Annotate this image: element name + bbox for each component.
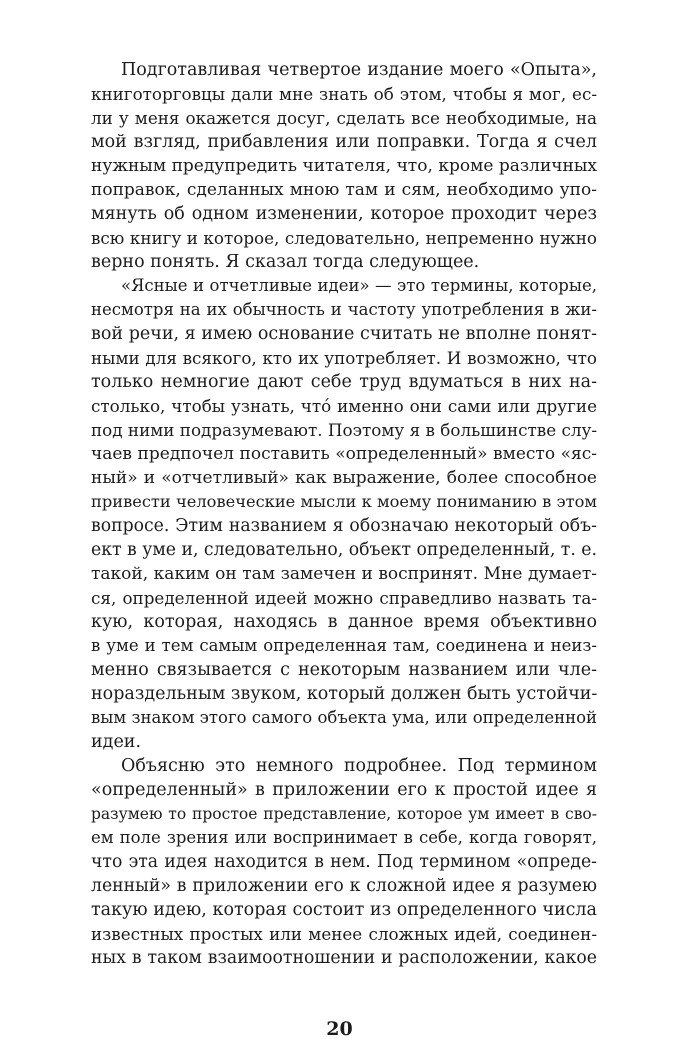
text-line: всю книгу и которое, следовательно, непременно нужно xyxy=(91,228,597,248)
text-line: чаев предпочел поставить «определенный» вместо «яс- xyxy=(91,444,597,464)
text-line: кую, которая, находясь в данное время объективно xyxy=(91,612,597,632)
text-line: менно связывается с некоторым названием или чле- xyxy=(91,660,597,680)
text-line: Объясню это немного подробнее. Под термином xyxy=(121,756,597,776)
text-line: нужным предупредить читателя, что, кроме различных xyxy=(91,156,597,176)
text-line: Подготавливая четвертое издание моего «Опыта», xyxy=(121,60,597,80)
text-line: «Ясные и отчетливые идеи» — это термины, которые, xyxy=(121,276,597,295)
text-line: разумею то простое представление, которое ум имеет в сво- xyxy=(91,805,597,823)
text-line: столько, чтобы узнать, чтó именно они сами или другие xyxy=(91,396,597,416)
text-line: поправок, сделанных мною там и сям, необходимо упо- xyxy=(91,180,597,200)
page-number: 20 xyxy=(326,1018,353,1040)
text-line: известных простых или менее сложных идей, соединен- xyxy=(91,924,597,944)
text-line: «определенный» в приложении его к простой идее я xyxy=(91,780,597,800)
text-line: ект в уме и, следовательно, объект определенный, т. е. xyxy=(91,540,597,560)
text-line: ся, определенной идеей можно справедливо назвать та- xyxy=(91,588,597,608)
text-line: в уме и тем самым определенная там, соединена и неиз- xyxy=(91,636,597,655)
text-line: вым знаком этого самого объекта ума, или определенной xyxy=(91,708,598,727)
text-line: мой взгляд, прибавления или поправки. Тогда я счел xyxy=(91,132,597,152)
text-line: ных в таком взаимоотношении и расположении, какое xyxy=(91,948,597,968)
text-line: ли у меня окажется досуг, сделать все необходимые, на xyxy=(91,108,597,128)
text-line: идеи. xyxy=(91,732,142,752)
text-line: под ними подразумевают. Поэтому я в большинстве слу- xyxy=(91,420,597,440)
text-line: такой, каким он там замечен и воспринят. Мне думает- xyxy=(91,564,597,584)
text-line: мянуть об одном изменении, которое проходит через xyxy=(91,204,597,224)
text-line: нораздельным звуком, который должен быть устойчи- xyxy=(91,684,598,704)
text-line: вой речи, я имею основание считать не вполне понят- xyxy=(91,324,597,344)
text-line: что эта идея находится в нем. Под термином «опреде- xyxy=(91,852,597,872)
text-line: ленный» в приложении его к сложной идее я разумею xyxy=(91,876,597,896)
text-line: вопросе. Этим названием я обозначаю некоторый объ- xyxy=(91,516,597,536)
text-line: ными для всякого, кто их употребляет. И возможно, что xyxy=(91,348,597,368)
text-line: привести человеческие мысли к моему пониманию в этом xyxy=(91,492,597,511)
text-line: несмотря на их обычность и частоту употребления в жи- xyxy=(91,300,597,319)
text-line: книготорговцы дали мне знать об этом, чтобы я мог, ес- xyxy=(91,84,597,104)
text-line: ный» и «отчетливый» как выражение, более способное xyxy=(91,468,597,488)
text-line: только немногие дают себе труд вдуматься в них на- xyxy=(91,372,597,392)
text-line: такую идею, которая состоит из определенного числа xyxy=(91,900,597,920)
text-line: ем поле зрения или воспринимает в себе, когда говорят, xyxy=(91,828,597,847)
text-line: верно понять. Я сказал тогда следующее. xyxy=(91,252,480,272)
